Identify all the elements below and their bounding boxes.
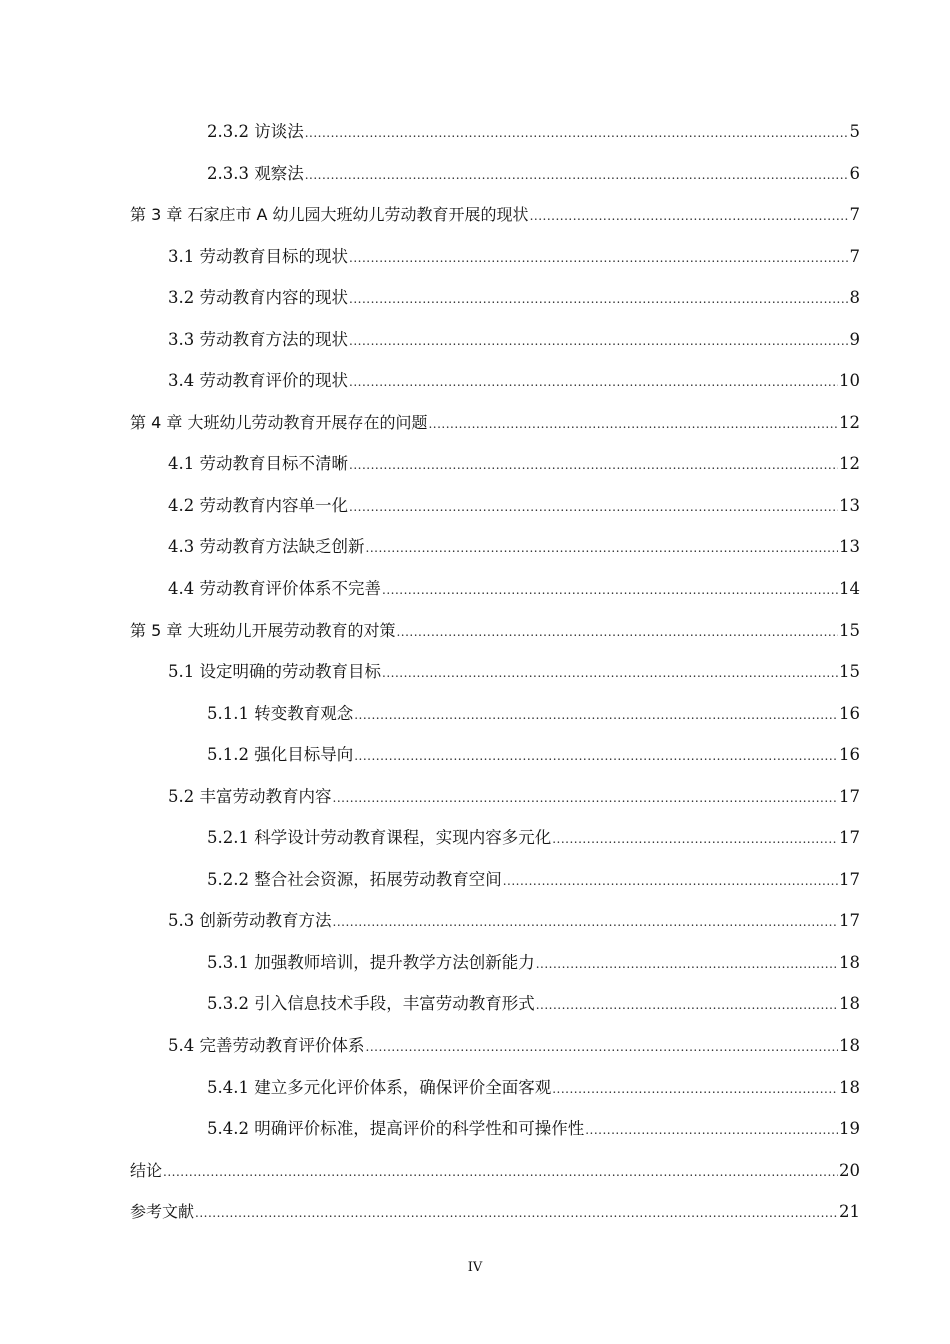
toc-entry-page: 12 <box>839 412 860 432</box>
toc-leader-dots <box>349 321 849 363</box>
toc-entry-page: 12 <box>839 454 860 474</box>
toc-entry-page: 17 <box>839 828 860 848</box>
toc-entry[interactable] <box>130 1067 860 1109</box>
toc-entry[interactable] <box>130 942 860 984</box>
toc-entry-page: 18 <box>839 952 860 972</box>
toc-entry[interactable] <box>130 651 860 693</box>
toc-entry[interactable] <box>130 485 860 527</box>
toc-entry-page: 18 <box>839 994 860 1014</box>
toc-entry-title: 4.2 劳动教育内容单一化 <box>168 495 348 515</box>
toc-entry-page: 13 <box>839 495 860 515</box>
toc-leader-dots <box>366 1027 839 1069</box>
toc-entry[interactable] <box>130 1025 860 1067</box>
toc-entry-title: 5.2.2 整合社会资源，拓展劳动教育空间 <box>207 869 502 889</box>
toc-leader-dots <box>349 362 838 404</box>
toc-entry[interactable] <box>130 111 860 153</box>
toc-entry-title: 5.1.1 转变教育观念 <box>207 703 354 723</box>
toc-leader-dots <box>333 902 839 944</box>
toc-leader-dots <box>552 819 838 861</box>
toc-entry-title: 5.4.2 明确评价标准，提高评价的科学性和可操作性 <box>207 1119 585 1139</box>
toc-entry[interactable] <box>130 1108 860 1150</box>
toc-entry-page: 7 <box>849 205 860 225</box>
toc-entry-title: 5.4.1 建立多元化评价体系，确保评价全面客观 <box>207 1077 552 1097</box>
toc-entry-title: 5.1.2 强化目标导向 <box>207 745 354 765</box>
toc-leader-dots <box>349 238 849 280</box>
toc-leader-dots <box>585 1110 838 1152</box>
toc-leader-dots <box>536 944 838 986</box>
toc-leader-dots <box>354 736 838 778</box>
table-of-contents <box>130 111 860 1233</box>
toc-entry-page: 6 <box>849 163 860 183</box>
toc-entry-page: 15 <box>839 620 860 640</box>
toc-leader-dots <box>163 1152 838 1194</box>
toc-entry[interactable] <box>130 360 860 402</box>
toc-entry-title: 2.3.3 观察法 <box>207 163 304 183</box>
toc-entry-title: 第 5 章 大班幼儿开展劳动教育的对策 <box>130 620 396 640</box>
toc-entry-title: 5.3 创新劳动教育方法 <box>168 911 332 931</box>
toc-entry-title: 5.4 完善劳动教育评价体系 <box>168 1036 365 1056</box>
toc-entry[interactable] <box>130 859 860 901</box>
toc-entry-title: 5.3.1 加强教师培训，提升教学方法创新能力 <box>207 952 535 972</box>
toc-entry-page: 18 <box>839 1036 860 1056</box>
toc-entry-page: 15 <box>839 662 860 682</box>
toc-entry[interactable] <box>130 1150 860 1192</box>
toc-leader-dots <box>382 653 838 695</box>
toc-entry[interactable] <box>130 1191 860 1233</box>
toc-entry[interactable] <box>130 194 860 236</box>
page-number-footer: IV <box>467 1260 483 1275</box>
toc-entry-page: 17 <box>839 869 860 889</box>
toc-entry-title: 3.3 劳动教育方法的现状 <box>168 329 348 349</box>
toc-entry-page: 17 <box>839 786 860 806</box>
toc-entry-page: 16 <box>839 703 860 723</box>
toc-leader-dots <box>428 404 838 446</box>
toc-leader-dots <box>503 861 838 903</box>
toc-leader-dots <box>349 487 838 529</box>
toc-entry[interactable] <box>130 983 860 1025</box>
toc-entry-title: 3.4 劳动教育评价的现状 <box>168 371 348 391</box>
toc-entry-title: 参考文献 <box>130 1202 195 1222</box>
toc-entry[interactable] <box>130 776 860 818</box>
toc-entry-title: 4.3 劳动教育方法缺乏创新 <box>168 537 365 557</box>
toc-entry-title: 4.4 劳动教育评价体系不完善 <box>168 579 381 599</box>
toc-entry-page: 14 <box>839 579 860 599</box>
toc-entry-page: 5 <box>849 122 860 141</box>
toc-entry[interactable] <box>130 319 860 361</box>
toc-leader-dots <box>536 985 838 1027</box>
toc-entry-page: 16 <box>839 745 860 765</box>
toc-leader-dots <box>305 155 849 197</box>
toc-entry-page: 7 <box>849 246 860 266</box>
toc-entry[interactable] <box>130 526 860 568</box>
toc-entry[interactable] <box>130 568 860 610</box>
toc-entry[interactable] <box>130 402 860 444</box>
toc-entry[interactable] <box>130 153 860 195</box>
toc-entry-page: 8 <box>849 288 860 308</box>
toc-entry[interactable] <box>130 900 860 942</box>
toc-entry[interactable] <box>130 277 860 319</box>
toc-entry-page: 18 <box>839 1077 860 1097</box>
toc-leader-dots <box>305 113 849 155</box>
toc-entry-title: 5.3.2 引入信息技术手段，丰富劳动教育形式 <box>207 994 535 1014</box>
toc-entry-page: 17 <box>839 911 860 931</box>
toc-entry-page: 9 <box>849 329 860 349</box>
toc-leader-dots <box>366 528 839 570</box>
toc-leader-dots <box>349 279 849 321</box>
toc-entry-page: 21 <box>839 1202 860 1222</box>
toc-leader-dots <box>396 612 838 654</box>
toc-entry-title: 4.1 劳动教育目标不清晰 <box>168 454 348 474</box>
toc-entry[interactable] <box>130 443 860 485</box>
toc-entry-title: 3.2 劳动教育内容的现状 <box>168 288 348 308</box>
toc-leader-dots <box>354 695 838 737</box>
toc-entry-title: 结论 <box>130 1160 163 1180</box>
toc-entry-title: 5.2.1 科学设计劳动教育课程，实现内容多元化 <box>207 828 552 848</box>
toc-entry-title: 第 3 章 石家庄市 A 幼儿园大班幼儿劳动教育开展的现状 <box>130 205 529 225</box>
toc-leader-dots <box>333 778 839 820</box>
toc-leader-dots <box>349 445 838 487</box>
toc-entry-title: 3.1 劳动教育目标的现状 <box>168 246 348 266</box>
toc-entry-title: 2.3.2 访谈法 <box>207 122 304 141</box>
toc-entry-title: 5.2 丰富劳动教育内容 <box>168 786 332 806</box>
toc-leader-dots <box>195 1193 838 1235</box>
toc-entry[interactable] <box>130 693 860 735</box>
toc-entry-title: 5.1 设定明确的劳动教育目标 <box>168 662 381 682</box>
toc-entry-page: 13 <box>839 537 860 557</box>
toc-entry[interactable] <box>130 236 860 278</box>
toc-leader-dots <box>530 196 849 238</box>
toc-entry-page: 10 <box>839 371 860 391</box>
toc-leader-dots <box>382 570 838 612</box>
toc-entry[interactable] <box>130 610 860 652</box>
toc-entry-page: 19 <box>839 1119 860 1139</box>
toc-entry-page: 20 <box>839 1160 860 1180</box>
toc-leader-dots <box>552 1069 838 1111</box>
toc-entry-title: 第 4 章 大班幼儿劳动教育开展存在的问题 <box>130 412 428 432</box>
toc-entry[interactable] <box>130 734 860 776</box>
toc-entry[interactable] <box>130 817 860 859</box>
